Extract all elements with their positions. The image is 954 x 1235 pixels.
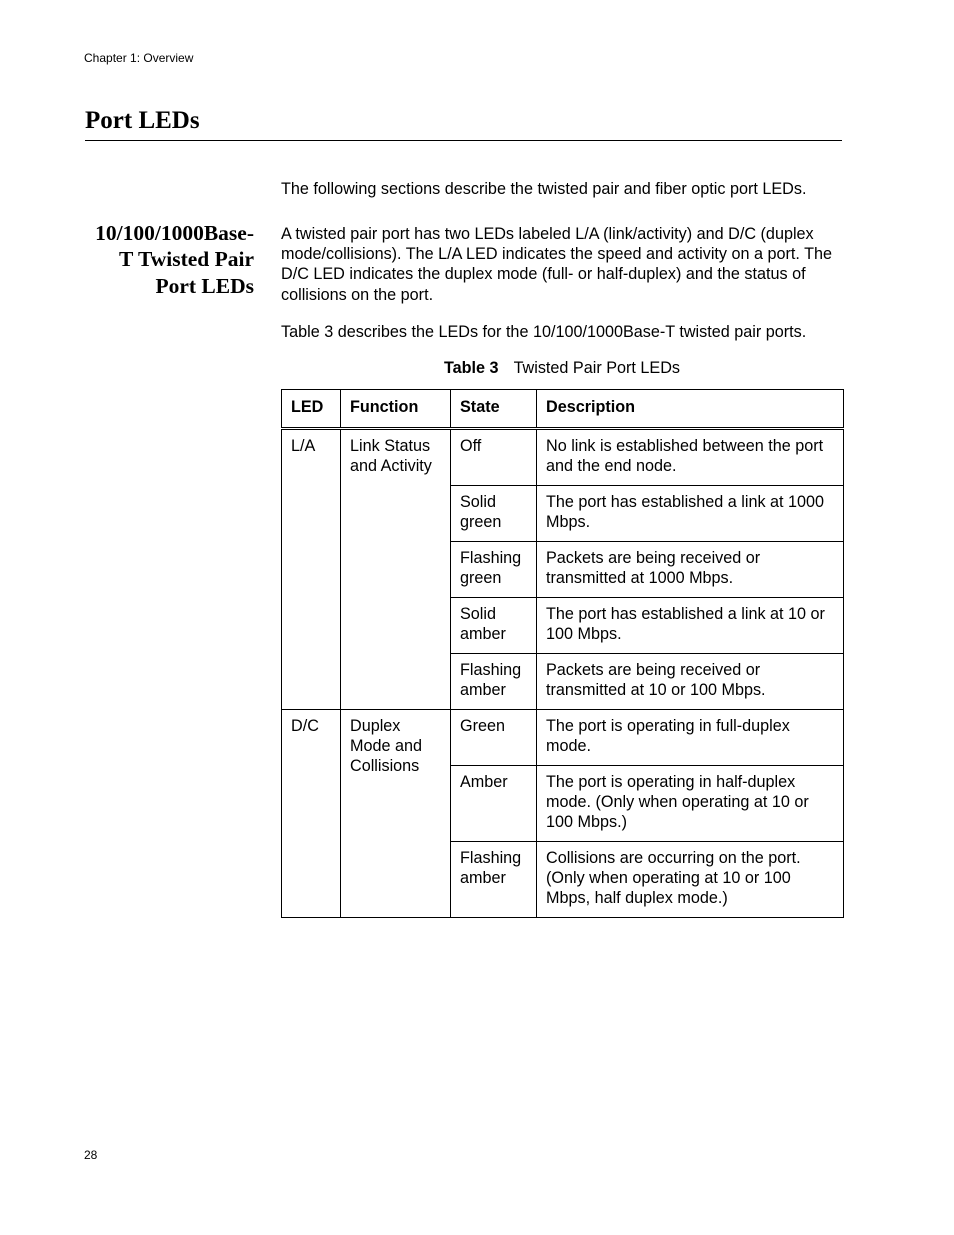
page-number: 28 (84, 1148, 98, 1162)
state-cell: Amber (451, 765, 537, 841)
section-title: Port LEDs (85, 107, 200, 134)
table-caption-text: Twisted Pair Port LEDs (513, 359, 680, 377)
description-cell: Collisions are occurring on the port. (Only when operating at 10 or 100 Mbps, half duplex mode.) (537, 841, 844, 917)
subsection-paragraph: A twisted pair port has two LEDs labeled L/A (link/activity) and D/C (duplex mode/collisions). The L/A LED indicates the speed and activity on a port. The D/C LED indicates the duplex mode (full- or half-duplex) and the status of collisions on the port. (281, 225, 832, 304)
led-cell: D/C (282, 709, 341, 917)
state-cell: Flashing amber (451, 841, 537, 917)
description-cell: The port is operating in half-duplex mode. (Only when operating at 10 or 100 Mbps.) (537, 765, 844, 841)
state-cell: Flashing green (451, 541, 537, 597)
table-header-row (282, 390, 844, 429)
state-cell: Green (451, 709, 537, 765)
state-cell: Solid amber (451, 597, 537, 653)
table-reference-paragraph: Table 3 describes the LEDs for the 10/100/1000Base-T twisted pair ports. (281, 323, 807, 341)
column-header-description: Description (537, 390, 844, 429)
description-cell: Packets are being received or transmitted at 10 or 100 Mbps. (537, 653, 844, 709)
function-cell: Duplex Mode and Collisions (341, 709, 451, 917)
table-row (282, 429, 844, 486)
column-header-state: State (451, 390, 537, 429)
function-cell: Link Status and Activity (341, 429, 451, 710)
description-cell: Packets are being received or transmitted at 1000 Mbps. (537, 541, 844, 597)
led-table (281, 389, 844, 918)
title-rule (85, 140, 842, 141)
state-cell: Off (451, 429, 537, 486)
subsection-heading (84, 220, 254, 299)
running-header: Chapter 1: Overview (84, 51, 194, 65)
subsection-heading-line: 10/100/1000Base- (95, 221, 254, 245)
description-cell: The port is operating in full-duplex mode. (537, 709, 844, 765)
description-cell: The port has established a link at 1000 Mbps. (537, 485, 844, 541)
table-caption-label: Table 3 (443, 359, 499, 377)
table-caption (281, 358, 843, 378)
description-cell: The port has established a link at 10 or 100 Mbps. (537, 597, 844, 653)
led-cell: L/A (282, 429, 341, 710)
subsection-heading-line: Port LEDs (155, 273, 254, 298)
section-intro: The following sections describe the twisted pair and fiber optic port LEDs. (281, 180, 807, 198)
state-cell: Flashing amber (451, 653, 537, 709)
description-cell: No link is established between the port and the end node. (537, 429, 844, 486)
state-cell: Solid green (451, 485, 537, 541)
column-header-function: Function (341, 390, 451, 429)
subsection-heading-line: T Twisted Pair (119, 247, 254, 272)
table-row (282, 709, 844, 765)
column-header-led: LED (282, 390, 341, 429)
